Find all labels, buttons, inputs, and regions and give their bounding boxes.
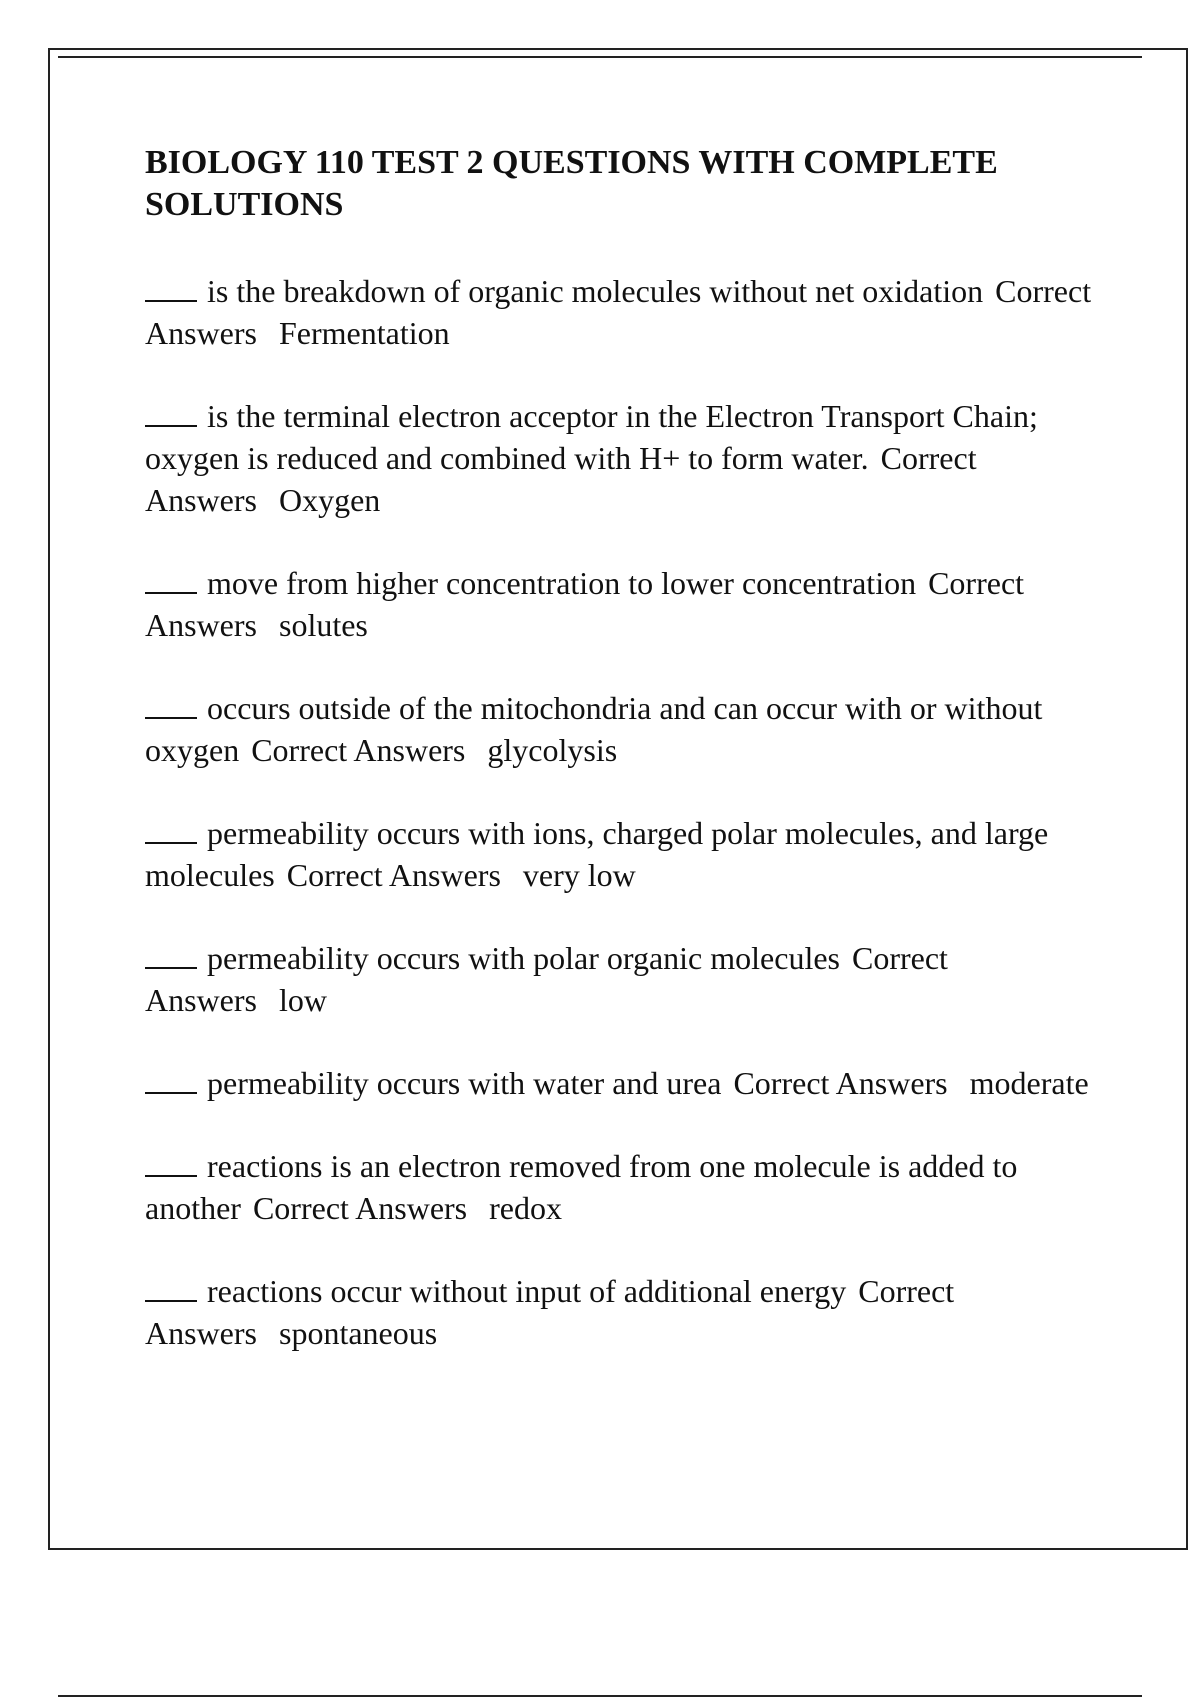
- answer-label: Correct Answers: [733, 1065, 948, 1101]
- question-item: [145, 937, 1105, 1021]
- answer-text: redox: [489, 1190, 562, 1226]
- question-item: [145, 1145, 1105, 1229]
- document-title: BIOLOGY 110 TEST 2 QUESTIONS WITH COMPLETE SOLUTIONS: [145, 144, 998, 223]
- fill-in-blank: [145, 815, 197, 844]
- question-text: permeability occurs with polar organic molecules: [207, 940, 840, 976]
- answer-label: Correct Answers: [145, 440, 977, 518]
- question-item: [145, 562, 1105, 646]
- answer-label: Correct Answers: [145, 273, 1092, 351]
- fill-in-blank: [145, 273, 197, 302]
- answer-text: solutes: [278, 607, 368, 643]
- answer-label: Correct Answers: [145, 565, 1025, 643]
- answer-text: Oxygen: [278, 482, 381, 518]
- document-content: [145, 142, 1105, 1395]
- question-text: reactions occur without input of additional energy: [207, 1273, 847, 1309]
- fill-in-blank: [145, 690, 197, 719]
- answer-text: Fermentation: [278, 315, 450, 351]
- fill-in-blank: [145, 1148, 197, 1177]
- answer-label: Correct Answers: [252, 1190, 468, 1226]
- question-text: permeability occurs with water and urea: [207, 1065, 722, 1101]
- question-item: [145, 270, 1105, 354]
- question-item: [145, 1270, 1105, 1354]
- bottom-rule: [58, 1695, 1142, 1697]
- answer-label: Correct Answers: [145, 1273, 955, 1351]
- question-text: move from higher concentration to lower concentration: [207, 565, 917, 601]
- answer-label: Correct Answers: [251, 732, 466, 768]
- answer-text: very low: [522, 857, 636, 893]
- fill-in-blank: [145, 1273, 197, 1302]
- question-item: [145, 687, 1105, 771]
- fill-in-blank: [145, 398, 197, 427]
- question-text: is the terminal electron acceptor in the Electron Transport Chain; oxygen is reduced and combined with H+ to form water.: [145, 398, 1038, 476]
- answer-text: low: [278, 982, 327, 1018]
- answer-text: moderate: [969, 1065, 1089, 1101]
- question-text: permeability occurs with ions, charged polar molecules, and large molecules: [145, 815, 1049, 893]
- answer-text: spontaneous: [278, 1315, 438, 1351]
- question-item: [145, 1062, 1105, 1104]
- question-text: is the breakdown of organic molecules without net oxidation: [207, 273, 984, 309]
- fill-in-blank: [145, 1065, 197, 1094]
- question-item: [145, 395, 1105, 521]
- fill-in-blank: [145, 940, 197, 969]
- answer-text: glycolysis: [487, 732, 618, 768]
- fill-in-blank: [145, 565, 197, 594]
- answer-label: Correct Answers: [145, 940, 948, 1018]
- question-item: [145, 812, 1105, 896]
- question-text: reactions is an electron removed from one molecule is added to another: [145, 1148, 1018, 1226]
- answer-label: Correct Answers: [286, 857, 501, 893]
- question-text: occurs outside of the mitochondria and can occur with or without oxygen: [145, 690, 1043, 768]
